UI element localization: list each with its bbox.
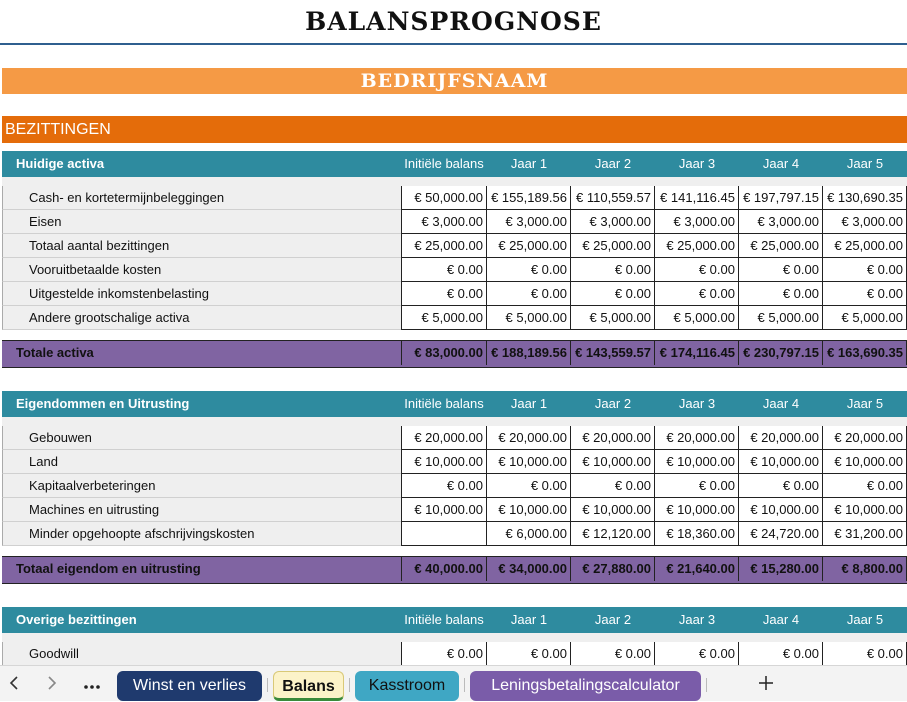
company-name-banner[interactable]: BEDRIJFSNAAM: [2, 68, 907, 94]
spacer-row: [2, 177, 907, 186]
more-dots-icon[interactable]: [78, 666, 106, 702]
value-cell[interactable]: € 5,000.00: [655, 306, 739, 330]
value-cell[interactable]: € 10,000.00: [571, 498, 655, 522]
row-label[interactable]: Machines en uitrusting: [2, 498, 401, 522]
total-label[interactable]: Totaal eigendom en uitrusting: [16, 561, 201, 576]
row-label[interactable]: Kapitaalverbeteringen: [2, 474, 401, 498]
value-cell[interactable]: [401, 522, 487, 546]
value-cell[interactable]: € 20,000.00: [739, 426, 823, 450]
value-cell[interactable]: € 0.00: [487, 474, 571, 498]
value-cell[interactable]: € 3,000.00: [401, 210, 487, 234]
tab-kasstroom[interactable]: Kasstroom: [355, 671, 459, 701]
value-cell[interactable]: € 110,559.57: [571, 186, 655, 210]
total-cell[interactable]: € 230,797.15: [739, 341, 823, 365]
value-cell[interactable]: € 0.00: [487, 282, 571, 306]
table-row: [2, 234, 907, 258]
total-cell[interactable]: € 27,880.00: [571, 557, 655, 581]
row-label[interactable]: Gebouwen: [2, 426, 401, 450]
col-header-year-3[interactable]: Jaar 3: [678, 156, 716, 171]
value-cell[interactable]: € 130,690.35: [823, 186, 907, 210]
value-cell[interactable]: € 0.00: [739, 474, 823, 498]
value-cell[interactable]: € 0.00: [739, 258, 823, 282]
col-header-year-2[interactable]: Jaar 2: [594, 396, 632, 411]
total-cell[interactable]: € 15,280.00: [739, 557, 823, 581]
value-cell[interactable]: € 0.00: [739, 642, 823, 666]
value-cell[interactable]: € 3,000.00: [655, 210, 739, 234]
value-cell[interactable]: € 5,000.00: [823, 306, 907, 330]
col-header-year-2[interactable]: Jaar 2: [594, 156, 632, 171]
col-header-initial[interactable]: Initiële balans: [404, 396, 484, 411]
value-cell[interactable]: € 3,000.00: [487, 210, 571, 234]
value-cell[interactable]: € 0.00: [655, 282, 739, 306]
value-cell[interactable]: € 3,000.00: [823, 210, 907, 234]
table-row: [2, 186, 907, 210]
tab-separator: [464, 678, 465, 692]
value-cell[interactable]: € 10,000.00: [571, 450, 655, 474]
row-label[interactable]: Land: [2, 450, 401, 474]
col-header-year-5[interactable]: Jaar 5: [846, 612, 884, 627]
total-cell[interactable]: € 83,000.00: [401, 341, 487, 365]
value-cell[interactable]: € 10,000.00: [655, 498, 739, 522]
page-title: BALANSPROGNOSE: [305, 7, 602, 36]
value-cell[interactable]: € 3,000.00: [571, 210, 655, 234]
value-cell[interactable]: € 20,000.00: [401, 426, 487, 450]
col-header-year-1[interactable]: Jaar 1: [510, 156, 548, 171]
value-cell[interactable]: € 0.00: [739, 282, 823, 306]
value-cell[interactable]: € 18,360.00: [655, 522, 739, 546]
col-header-year-2[interactable]: Jaar 2: [594, 612, 632, 627]
tab-winst-en-verlies[interactable]: Winst en verlies: [117, 671, 262, 701]
row-label[interactable]: Eisen: [2, 210, 401, 234]
value-cell[interactable]: € 24,720.00: [739, 522, 823, 546]
value-cell[interactable]: € 0.00: [487, 258, 571, 282]
table-row: [2, 282, 907, 306]
value-cell[interactable]: € 0.00: [571, 282, 655, 306]
value-cell[interactable]: € 155,189.56: [487, 186, 571, 210]
value-cell[interactable]: € 6,000.00: [487, 522, 571, 546]
tab-balans[interactable]: Balans: [273, 671, 344, 701]
sheet-tab-bar: [0, 665, 907, 701]
value-cell[interactable]: € 0.00: [823, 258, 907, 282]
value-cell[interactable]: € 0.00: [487, 642, 571, 666]
total-cell[interactable]: € 143,559.57: [571, 341, 655, 365]
value-cell[interactable]: € 3,000.00: [739, 210, 823, 234]
row-label[interactable]: Cash- en kortetermijnbeleggingen: [2, 186, 401, 210]
col-header-initial[interactable]: Initiële balans: [404, 156, 484, 171]
value-cell[interactable]: € 5,000.00: [401, 306, 487, 330]
total-cell[interactable]: € 40,000.00: [401, 557, 487, 581]
value-cell[interactable]: € 20,000.00: [823, 426, 907, 450]
value-cell[interactable]: € 0.00: [823, 642, 907, 666]
value-cell[interactable]: € 0.00: [401, 282, 487, 306]
col-header-year-4[interactable]: Jaar 4: [762, 156, 800, 171]
value-cell[interactable]: € 10,000.00: [487, 498, 571, 522]
value-cell[interactable]: € 10,000.00: [487, 450, 571, 474]
value-cell[interactable]: € 0.00: [571, 642, 655, 666]
value-cell[interactable]: € 0.00: [571, 258, 655, 282]
tab-leningsbetalingscalculator[interactable]: Leningsbetalingscalculator: [470, 671, 701, 701]
table-row: [2, 474, 907, 498]
value-cell[interactable]: € 10,000.00: [739, 450, 823, 474]
value-cell[interactable]: € 25,000.00: [571, 234, 655, 258]
total-label[interactable]: Totale activa: [16, 345, 94, 360]
table-row: [2, 210, 907, 234]
value-cell[interactable]: € 25,000.00: [823, 234, 907, 258]
value-cell[interactable]: € 20,000.00: [487, 426, 571, 450]
spacer-row: [2, 633, 907, 642]
value-cell[interactable]: € 0.00: [655, 642, 739, 666]
total-row: [2, 556, 907, 584]
chevron-right-icon[interactable]: [38, 666, 66, 702]
value-cell[interactable]: € 25,000.00: [655, 234, 739, 258]
value-cell[interactable]: € 0.00: [401, 474, 487, 498]
value-cell[interactable]: € 197,797.15: [739, 186, 823, 210]
table-row: [2, 258, 907, 282]
plus-icon[interactable]: [752, 666, 780, 702]
col-header-initial[interactable]: Initiële balans: [404, 612, 484, 627]
value-cell[interactable]: € 0.00: [401, 642, 487, 666]
table-row: [2, 426, 907, 450]
total-cell[interactable]: € 21,640.00: [655, 557, 739, 581]
table-row: [2, 306, 907, 330]
tab-separator: [267, 678, 268, 692]
value-cell[interactable]: € 5,000.00: [571, 306, 655, 330]
value-cell[interactable]: € 0.00: [823, 474, 907, 498]
property-header-row: [2, 391, 907, 417]
row-label[interactable]: Minder opgehoopte afschrijvingskosten: [2, 522, 401, 546]
col-header-year-1[interactable]: Jaar 1: [510, 396, 548, 411]
total-cell[interactable]: € 163,690.35: [823, 341, 907, 365]
col-header-year-1[interactable]: Jaar 1: [510, 612, 548, 627]
tab-separator: [349, 678, 350, 692]
value-cell[interactable]: € 0.00: [823, 282, 907, 306]
value-cell[interactable]: € 0.00: [655, 258, 739, 282]
current-assets-header-row: [2, 151, 907, 177]
section-title[interactable]: BEZITTINGEN: [2, 116, 907, 143]
row-label[interactable]: Uitgestelde inkomstenbelasting: [2, 282, 401, 306]
value-cell[interactable]: € 141,116.45: [655, 186, 739, 210]
value-cell[interactable]: € 10,000.00: [401, 498, 487, 522]
value-cell[interactable]: € 10,000.00: [823, 450, 907, 474]
value-cell[interactable]: € 0.00: [401, 258, 487, 282]
value-cell[interactable]: € 10,000.00: [401, 450, 487, 474]
value-cell[interactable]: € 10,000.00: [739, 498, 823, 522]
total-cell[interactable]: € 34,000.00: [487, 557, 571, 581]
total-cell[interactable]: € 188,189.56: [487, 341, 571, 365]
row-label[interactable]: Vooruitbetaalde kosten: [2, 258, 401, 282]
table-row: [2, 498, 907, 522]
value-cell[interactable]: € 5,000.00: [739, 306, 823, 330]
value-cell[interactable]: € 0.00: [655, 474, 739, 498]
property-header[interactable]: Eigendommen en Uitrusting: [16, 396, 190, 411]
current-assets-header[interactable]: Huidige activa: [16, 156, 105, 171]
total-cell[interactable]: € 8,800.00: [823, 557, 907, 581]
value-cell[interactable]: € 10,000.00: [655, 450, 739, 474]
total-row: [2, 340, 907, 368]
col-header-year-5[interactable]: Jaar 5: [846, 396, 884, 411]
col-header-year-3[interactable]: Jaar 3: [678, 612, 716, 627]
table-row: [2, 450, 907, 474]
col-header-year-4[interactable]: Jaar 4: [762, 612, 800, 627]
total-cell[interactable]: € 174,116.45: [655, 341, 739, 365]
other-assets-header-row: [2, 607, 907, 633]
value-cell[interactable]: € 0.00: [571, 474, 655, 498]
chevron-left-icon[interactable]: [0, 666, 28, 702]
value-cell[interactable]: € 5,000.00: [487, 306, 571, 330]
value-cell[interactable]: € 10,000.00: [823, 498, 907, 522]
other-assets-header[interactable]: Overige bezittingen: [16, 612, 137, 627]
value-cell[interactable]: € 31,200.00: [823, 522, 907, 546]
spacer-row: [2, 417, 907, 426]
value-cell[interactable]: € 25,000.00: [401, 234, 487, 258]
col-header-year-5[interactable]: Jaar 5: [846, 156, 884, 171]
value-cell[interactable]: € 12,120.00: [571, 522, 655, 546]
title-rule: [0, 43, 907, 45]
row-label[interactable]: Andere grootschalige activa: [2, 306, 401, 330]
value-cell[interactable]: € 25,000.00: [739, 234, 823, 258]
row-label[interactable]: Goodwill: [2, 642, 401, 666]
col-header-year-4[interactable]: Jaar 4: [762, 396, 800, 411]
value-cell[interactable]: € 25,000.00: [487, 234, 571, 258]
table-row: [2, 642, 907, 666]
value-cell[interactable]: € 20,000.00: [571, 426, 655, 450]
value-cell[interactable]: € 50,000.00: [401, 186, 487, 210]
value-cell[interactable]: € 20,000.00: [655, 426, 739, 450]
col-header-year-3[interactable]: Jaar 3: [678, 396, 716, 411]
table-row: [2, 522, 907, 546]
row-label[interactable]: Totaal aantal bezittingen: [2, 234, 401, 258]
tab-separator: [706, 678, 707, 692]
